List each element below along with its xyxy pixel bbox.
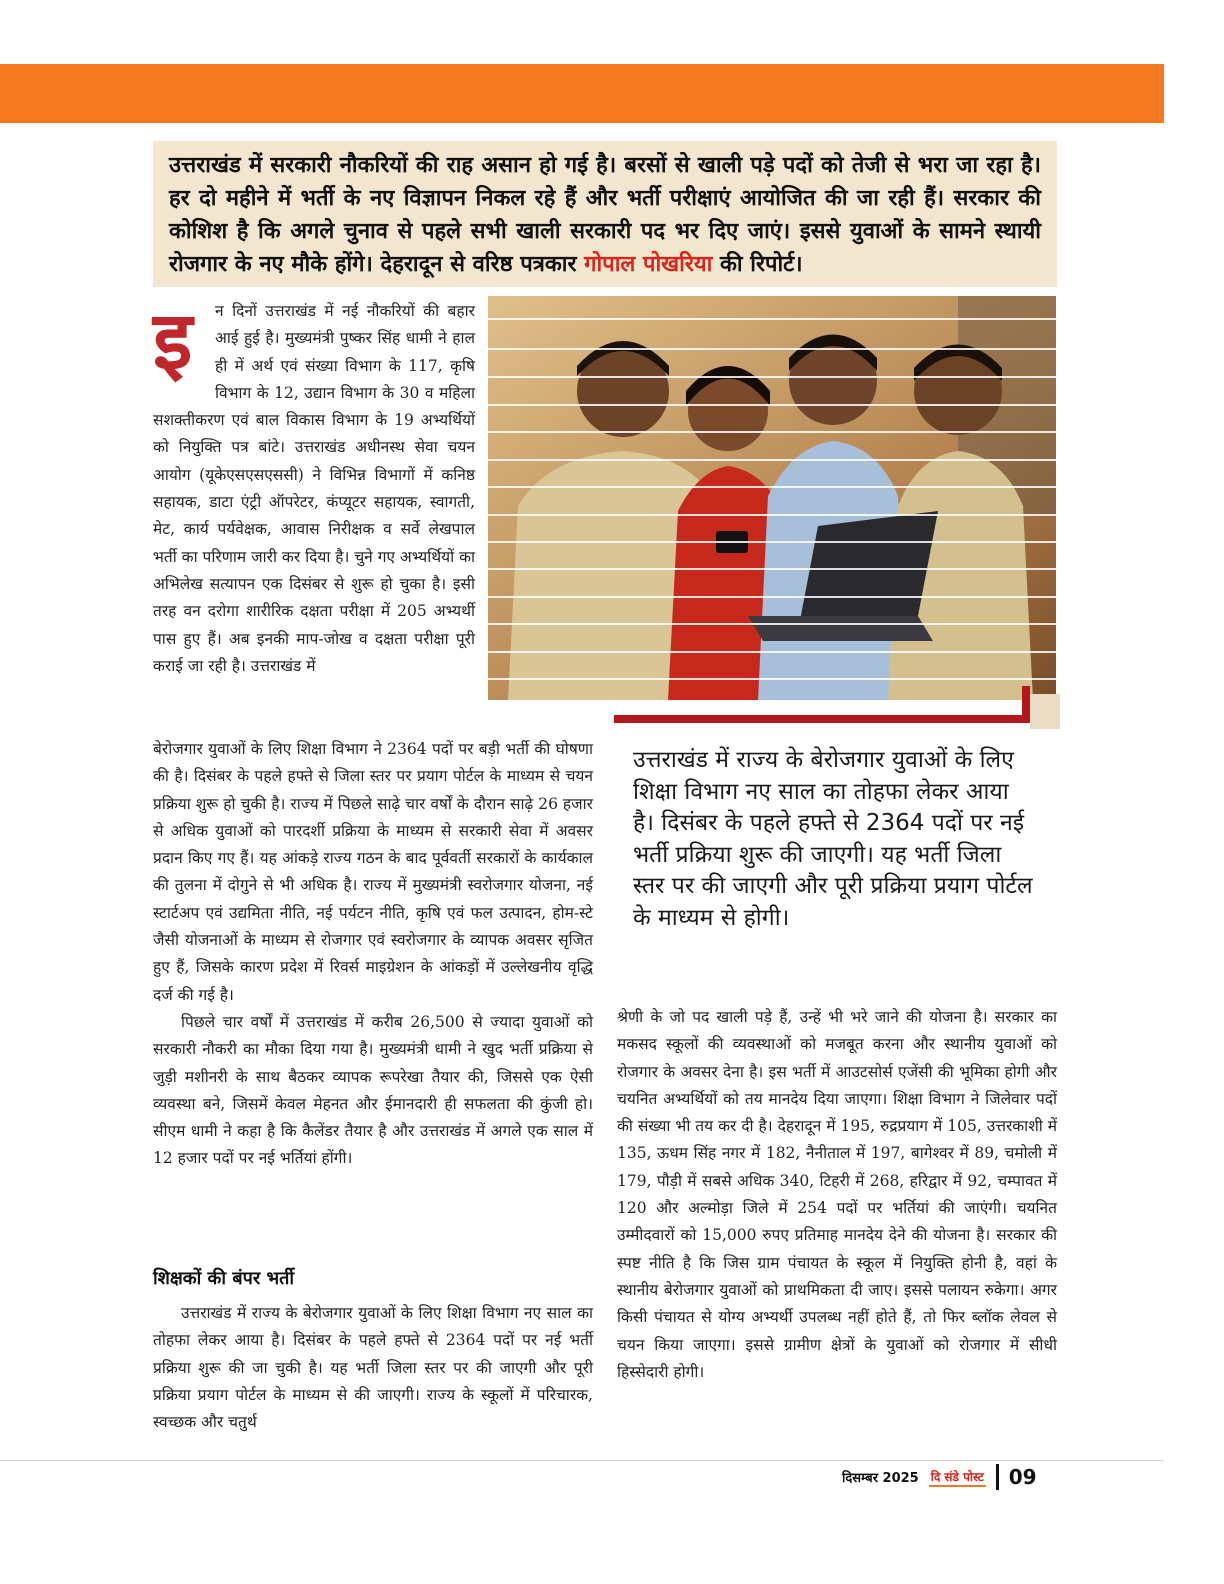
magazine-logo: दि संडे पोस्ट xyxy=(929,1468,986,1487)
intro-body: उत्तराखंड में सरकारी नौकरियों की राह असान हो गई है। बरसों से खाली पड़े पदों को तेजी से भरा जा रहा है। हर दो महीने में भर्ती के नए विज्ञापन निकल रहे हैं और भर्ती परीक्षाएं आयोजित की जा रही हैं। सरकार की कोशिश है कि अगले चुनाव से पहले सभी खाली सरकारी पद भर दिए जाएं। इससे युवाओं के सामने स्थायी रोजगार के नए मौके होंगे। देहरादून से वरिष्ठ पत्रकार xyxy=(169,153,1041,277)
footer-divider xyxy=(0,1460,1164,1461)
pull-quote: उत्तराखंड में राज्य के बेरोजगार युवाओं के लिए शिक्षा विभाग नए साल का तोहफा लेकर आया है। दिसंबर के पहले हफ्ते से 2364 पदों पर नई भर्ती प्रक्रिया शुरू की जाएगी। यह भर्ती जिला स्तर पर की जाएगी और पूरी प्रक्रिया प्रयाग पोर्टल के माध्यम से होगी। xyxy=(633,747,1033,931)
footer-separator xyxy=(996,1464,999,1490)
article-paragraph-1-rest: बेरोजगार युवाओं के लिए शिक्षा विभाग ने 2364 पदों पर बड़ी भर्ती की घोषणा की है। दिसंबर के पहले हफ्ते से जिला स्तर पर प्रयाग पोर्टल के माध्यम से चयन प्रक्रिया शुरू हो चुकी है। राज्य में पिछले साढ़े चार वर्षों के दौरान साढ़े 26 हजार से अधिक युवाओं को पारदर्शी प्रक्रिया के माध्यम से सरकारी सेवा में अवसर प्रदान किए गए हैं। यह आंकड़े राज्य गठन के बाद पूर्ववर्ती सरकारों के कार्यकाल की तुलना में दोगुने से भी अधिक है। राज्य में मुख्यमंत्री स्वरोजगार योजना, नई स्टार्टअप एवं उद्यमिता नीति, नई पर्यटन नीति, कृषि एवं फल उत्पादन, होम-स्टे जैसी योजनाओं के माध्यम से रोजगार एवं स्वरोजगार के व्यापक अवसर सृजित हुए हैं, जिसके कारण प्रदेश में रिवर्स माइग्रेशन के आंकड़ों में उल्लेखनीय वृद्धि दर्ज की गई है। xyxy=(153,740,593,1004)
author-name: गोपाल पोखरिया xyxy=(584,252,713,277)
decorative-beige-block xyxy=(1030,694,1060,729)
intro-text xyxy=(169,149,1041,281)
decorative-red-corner xyxy=(1022,686,1030,723)
intro-suffix: की रिपोर्ट। xyxy=(720,252,803,277)
article-column-right xyxy=(617,1004,1057,1386)
decorative-red-rule xyxy=(614,715,1028,723)
issue-date: दिसम्बर 2025 xyxy=(842,1471,919,1486)
article-column-subsection xyxy=(153,1300,593,1436)
section-subheading: शिक्षकों की बंपर भर्ती xyxy=(153,1268,295,1289)
article-paragraph-3: उत्तराखंड में राज्य के बेरोजगार युवाओं के लिए शिक्षा विभाग नए साल का तोहफा लेकर आया है। दिसंबर के पहले हफ्ते से 2364 पदों पर नई भर्ती प्रक्रिया शुरू की जा चुकी है। यह भर्ती जिला स्तर पर की जाएगी और पूरी प्रक्रिया प्रयाग पोर्टल के माध्यम से की जाएगी। राज्य के स्कूलों में परिचारक, स्वच्छक और चतुर्थ xyxy=(153,1304,593,1432)
article-paragraph-4: श्रेणी के जो पद खाली पड़े हैं, उन्हें भी भरे जाने की योजना है। सरकार का मकसद स्कूलों की व्यवस्थाओं को मजबूत करना और स्थानीय युवाओं को रोजगार के अवसर देना है। इस भर्ती में आउटसोर्स एजेंसी की भूमिका होगी और चयनित अभ्यर्थियों को तय मानदेय दिया जाएगा। शिक्षा विभाग ने जिलेवार पदों की संख्या भी तय कर दी है। देहरादून में 195, रुद्रप्रयाग में 105, उत्तरकाशी में 135, ऊधम सिंह नगर में 182, नैनीताल में 197, बागेश्वर में 89, चमोली में 179, पौड़ी में सबसे अधिक 340, टिहरी में 268, हरिद्वार में 92, चम्पावत में 120 और अल्मोड़ा जिले में 254 पदों पर भर्तियां की जाएंगी। चयनित उम्मीदवारों को 15,000 रुपए प्रतिमाह मानदेय देने की योजना है। सरकार की स्पष्ट नीति है कि जिस ग्राम पंचायत के स्कूल में नियुक्ति होनी है, वहां के स्थानीय बेरोजगार युवाओं को प्राथमिकता दी जाए। इससे पलायन रुकेगा। अगर किसी पंचायत से योग्य अभ्यर्थी उपलब्ध नहीं होते हैं, तो फिर ब्लॉक लेवल से चयन किया जाएगा। इससे ग्रामीण क्षेत्रों के युवाओं को रोजगार में सीधी हिस्सेदारी होगी। xyxy=(617,1008,1057,1381)
article-photo xyxy=(488,296,1056,700)
intro-summary-box xyxy=(153,141,1057,287)
drop-cap: इ xyxy=(153,293,193,387)
article-paragraph-2: पिछले चार वर्षों में उत्तराखंड में करीब 26,500 से ज्यादा युवाओं को सरकारी नौकरी का मौका दिया गया है। मुख्यमंत्री धामी ने खुद भर्ती प्रक्रिया से जुड़ी मशीनरी के साथ बैठकर व्यापक रूपरेखा तैयार की, जिससे एक ऐसी व्यवस्था बने, जिसमें केवल मेहनत और ईमानदारी ही सफलता की कुंजी हो। सीएम धामी ने कहा है कि कैलेंडर तैयार है और उत्तराखंड में अगले एक साल में 12 हजार पदों पर नई भर्तियां होंगी। xyxy=(153,1012,593,1168)
page-number: 09 xyxy=(1008,1465,1037,1489)
header-color-band xyxy=(0,64,1164,123)
article-column-left xyxy=(153,736,593,1173)
page-footer xyxy=(842,1464,1037,1490)
article-paragraph-1-top: न दिनों उत्तराखंड में नई नौकरियों की बहार आई हुई है। मुख्यमंत्री पुष्कर सिंह धामी ने हाल ही में अर्थ एवं संख्या विभाग के 117, कृषि विभाग के 12, उद्यान विभाग के 30 व महिला सशक्तीकरण एवं बाल विकास विभाग के 19 अभ्यर्थियों को नियुक्ति पत्र बांटे। उत्तराखंड अधीनस्थ सेवा चयन आयोग (यूकेएसएसएससी) ने विभिन्न विभागों में कनिष्ठ सहायक, डाटा एंट्री ऑपरेटर, कंप्यूटर सहायक, स्वागती, मेट, कार्य पर्यवेक्षक, आवास निरीक्षक व सर्वे लेखपाल भर्ती का परिणाम जारी कर दिया है। चुने गए अभ्यर्थियों का अभिलेख सत्यापन एक दिसंबर से शुरू हो चुका है। इसी तरह वन दरोगा शारीरिक दक्षता परीक्षा में 205 अभ्यर्थी पास हुए हैं। अब इनकी माप-जोख व दक्षता परीक्षा पूरी कराई जा रही है। उत्तराखंड में xyxy=(153,302,475,675)
photo-illustration xyxy=(488,296,1056,700)
article-column-top xyxy=(153,293,475,680)
